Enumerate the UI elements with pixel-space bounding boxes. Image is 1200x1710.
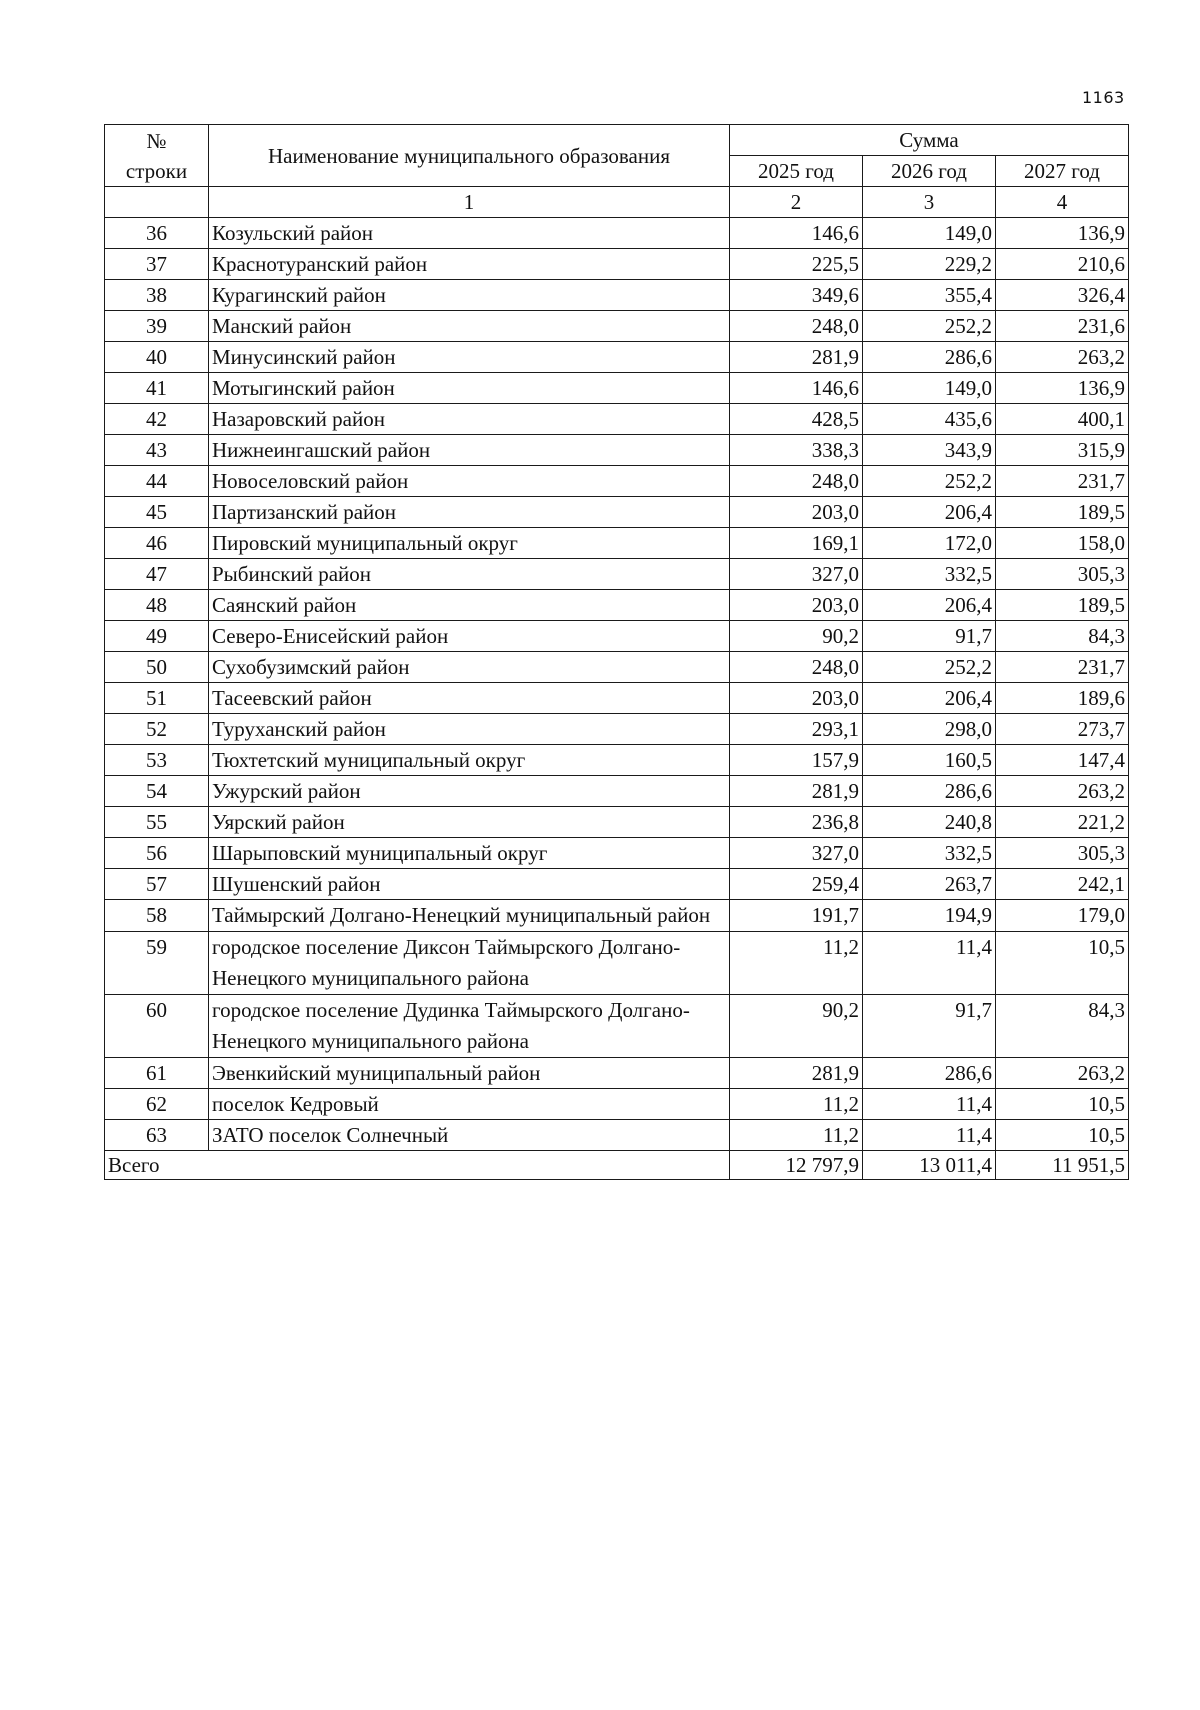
header-year-2026: 2026 год (863, 156, 996, 187)
table-row (105, 683, 1129, 714)
row-value-2026: 194,9 (863, 900, 996, 932)
table-row (105, 497, 1129, 528)
row-value-2027: 231,6 (996, 311, 1129, 342)
table-row (105, 995, 1129, 1058)
row-value-2026: 160,5 (863, 745, 996, 776)
row-value-2027: 136,9 (996, 218, 1129, 249)
row-value-2025: 203,0 (730, 590, 863, 621)
row-value-2026: 11,4 (863, 1120, 996, 1151)
row-value-2026: 229,2 (863, 249, 996, 280)
table-row (105, 621, 1129, 652)
table-row (105, 1120, 1129, 1151)
column-number-1: 1 (209, 187, 730, 218)
row-value-2025: 428,5 (730, 404, 863, 435)
row-number: 47 (105, 559, 209, 590)
row-value-2026: 332,5 (863, 838, 996, 869)
row-number: 51 (105, 683, 209, 714)
table-footer (105, 1151, 1129, 1180)
row-value-2027: 221,2 (996, 807, 1129, 838)
budget-table (104, 124, 1129, 1180)
row-number: 40 (105, 342, 209, 373)
table-row (105, 528, 1129, 559)
header-sum: Сумма (730, 125, 1129, 156)
page-number: 1163 (1082, 88, 1125, 107)
row-value-2027: 242,1 (996, 869, 1129, 900)
table-row (105, 900, 1129, 932)
row-value-2025: 225,5 (730, 249, 863, 280)
row-value-2025: 146,6 (730, 218, 863, 249)
row-value-2026: 286,6 (863, 1058, 996, 1089)
row-value-2025: 236,8 (730, 807, 863, 838)
row-value-2025: 11,2 (730, 1120, 863, 1151)
row-municipality-name: Шушенский район (209, 869, 730, 900)
row-value-2027: 263,2 (996, 776, 1129, 807)
row-municipality-name: Ужурский район (209, 776, 730, 807)
row-value-2025: 90,2 (730, 995, 863, 1058)
column-number-3: 3 (863, 187, 996, 218)
row-value-2027: 231,7 (996, 466, 1129, 497)
row-number: 46 (105, 528, 209, 559)
row-value-2027: 305,3 (996, 838, 1129, 869)
table-row (105, 1089, 1129, 1120)
row-value-2027: 189,5 (996, 497, 1129, 528)
total-label: Всего (105, 1151, 730, 1180)
table-row (105, 559, 1129, 590)
row-municipality-name: Назаровский район (209, 404, 730, 435)
header-row-number (105, 125, 209, 187)
row-value-2026: 252,2 (863, 311, 996, 342)
table-row (105, 776, 1129, 807)
row-value-2025: 281,9 (730, 776, 863, 807)
row-number: 38 (105, 280, 209, 311)
row-value-2027: 179,0 (996, 900, 1129, 932)
row-municipality-name: ЗАТО поселок Солнечный (209, 1120, 730, 1151)
row-number: 63 (105, 1120, 209, 1151)
row-number: 50 (105, 652, 209, 683)
table-row (105, 745, 1129, 776)
row-number: 45 (105, 497, 209, 528)
row-value-2025: 248,0 (730, 466, 863, 497)
row-value-2027: 84,3 (996, 995, 1129, 1058)
row-number: 49 (105, 621, 209, 652)
table-row (105, 373, 1129, 404)
row-municipality-name: Сухобузимский район (209, 652, 730, 683)
row-municipality-name: Пировский муниципальный округ (209, 528, 730, 559)
row-number: 56 (105, 838, 209, 869)
row-value-2026: 332,5 (863, 559, 996, 590)
total-2025: 12 797,9 (730, 1151, 863, 1180)
table-row (105, 280, 1129, 311)
row-municipality-name: Нижнеингашский район (209, 435, 730, 466)
row-value-2025: 203,0 (730, 683, 863, 714)
row-value-2025: 248,0 (730, 652, 863, 683)
row-number: 53 (105, 745, 209, 776)
row-value-2027: 84,3 (996, 621, 1129, 652)
row-value-2026: 286,6 (863, 776, 996, 807)
row-value-2025: 248,0 (730, 311, 863, 342)
row-municipality-name: Таймырский Долгано-Ненецкий муниципальный район (209, 900, 730, 932)
row-number: 57 (105, 869, 209, 900)
row-municipality-name: Манский район (209, 311, 730, 342)
row-value-2026: 286,6 (863, 342, 996, 373)
row-value-2027: 315,9 (996, 435, 1129, 466)
row-municipality-name: Партизанский район (209, 497, 730, 528)
row-value-2025: 281,9 (730, 1058, 863, 1089)
row-number: 58 (105, 900, 209, 932)
row-municipality-name: Курагинский район (209, 280, 730, 311)
table-row (105, 404, 1129, 435)
table-row (105, 218, 1129, 249)
row-municipality-name: Эвенкийский муниципальный район (209, 1058, 730, 1089)
row-value-2026: 263,7 (863, 869, 996, 900)
header-row-number-line2: строки (125, 158, 188, 183)
row-number: 54 (105, 776, 209, 807)
table-row (105, 435, 1129, 466)
column-number-4: 4 (996, 187, 1129, 218)
row-number: 59 (105, 932, 209, 995)
header-year-2025: 2025 год (730, 156, 863, 187)
table-header (105, 125, 1129, 218)
row-value-2025: 11,2 (730, 1089, 863, 1120)
row-value-2027: 147,4 (996, 745, 1129, 776)
table-row (105, 932, 1129, 995)
row-municipality-name: Козульский район (209, 218, 730, 249)
row-value-2025: 191,7 (730, 900, 863, 932)
row-value-2026: 149,0 (863, 218, 996, 249)
row-number: 55 (105, 807, 209, 838)
row-value-2026: 11,4 (863, 932, 996, 995)
table-row (105, 311, 1129, 342)
row-number: 39 (105, 311, 209, 342)
table-body (105, 218, 1129, 1151)
row-value-2025: 259,4 (730, 869, 863, 900)
row-number: 61 (105, 1058, 209, 1089)
row-value-2026: 355,4 (863, 280, 996, 311)
row-municipality-name: городское поселение Диксон Таймырского Долгано-Ненецкого муниципального района (209, 932, 730, 995)
row-number: 43 (105, 435, 209, 466)
row-number: 52 (105, 714, 209, 745)
row-value-2026: 149,0 (863, 373, 996, 404)
column-number-2: 2 (730, 187, 863, 218)
row-value-2026: 206,4 (863, 683, 996, 714)
row-number: 41 (105, 373, 209, 404)
row-value-2027: 10,5 (996, 932, 1129, 995)
row-value-2025: 11,2 (730, 932, 863, 995)
total-2027: 11 951,5 (996, 1151, 1129, 1180)
row-municipality-name: Мотыгинский район (209, 373, 730, 404)
row-value-2026: 252,2 (863, 466, 996, 497)
row-value-2026: 172,0 (863, 528, 996, 559)
row-municipality-name: поселок Кедровый (209, 1089, 730, 1120)
row-municipality-name: Уярский район (209, 807, 730, 838)
row-value-2027: 305,3 (996, 559, 1129, 590)
row-value-2026: 435,6 (863, 404, 996, 435)
total-row (105, 1151, 1129, 1180)
row-value-2025: 349,6 (730, 280, 863, 311)
row-value-2026: 298,0 (863, 714, 996, 745)
row-number: 42 (105, 404, 209, 435)
row-value-2027: 326,4 (996, 280, 1129, 311)
row-number: 60 (105, 995, 209, 1058)
row-value-2025: 90,2 (730, 621, 863, 652)
row-value-2027: 231,7 (996, 652, 1129, 683)
row-value-2027: 263,2 (996, 342, 1129, 373)
row-municipality-name: Тасеевский район (209, 683, 730, 714)
row-value-2027: 263,2 (996, 1058, 1129, 1089)
row-municipality-name: Новоселовский район (209, 466, 730, 497)
total-2026: 13 011,4 (863, 1151, 996, 1180)
table-row (105, 466, 1129, 497)
row-value-2027: 10,5 (996, 1089, 1129, 1120)
row-municipality-name: Северо-Енисейский район (209, 621, 730, 652)
table-row (105, 869, 1129, 900)
row-number: 37 (105, 249, 209, 280)
table-row (105, 342, 1129, 373)
column-number-blank (105, 187, 209, 218)
row-number: 48 (105, 590, 209, 621)
row-number: 62 (105, 1089, 209, 1120)
table-row (105, 1058, 1129, 1089)
row-value-2025: 203,0 (730, 497, 863, 528)
row-value-2026: 343,9 (863, 435, 996, 466)
row-value-2026: 11,4 (863, 1089, 996, 1120)
row-value-2025: 338,3 (730, 435, 863, 466)
row-value-2027: 273,7 (996, 714, 1129, 745)
column-numbers-row (105, 187, 1129, 218)
row-value-2025: 157,9 (730, 745, 863, 776)
header-row (105, 125, 1129, 156)
row-municipality-name: Краснотуранский район (209, 249, 730, 280)
row-value-2027: 189,6 (996, 683, 1129, 714)
table-row (105, 714, 1129, 745)
header-municipality-name: Наименование муниципального образования (209, 125, 730, 187)
row-municipality-name: Туруханский район (209, 714, 730, 745)
row-value-2026: 91,7 (863, 621, 996, 652)
table-row (105, 590, 1129, 621)
header-row-number-line1: № (146, 128, 167, 153)
row-value-2025: 327,0 (730, 559, 863, 590)
row-value-2025: 169,1 (730, 528, 863, 559)
row-municipality-name: Минусинский район (209, 342, 730, 373)
row-value-2027: 189,5 (996, 590, 1129, 621)
table-row (105, 652, 1129, 683)
row-municipality-name: Шарыповский муниципальный округ (209, 838, 730, 869)
row-value-2026: 91,7 (863, 995, 996, 1058)
row-value-2027: 10,5 (996, 1120, 1129, 1151)
row-municipality-name: городское поселение Дудинка Таймырского Долгано-Ненецкого муниципального района (209, 995, 730, 1058)
row-municipality-name: Тюхтетский муниципальный округ (209, 745, 730, 776)
row-value-2027: 158,0 (996, 528, 1129, 559)
table-row (105, 249, 1129, 280)
row-value-2027: 136,9 (996, 373, 1129, 404)
row-value-2026: 240,8 (863, 807, 996, 838)
row-value-2025: 146,6 (730, 373, 863, 404)
row-value-2027: 210,6 (996, 249, 1129, 280)
row-number: 36 (105, 218, 209, 249)
row-value-2026: 252,2 (863, 652, 996, 683)
row-value-2027: 400,1 (996, 404, 1129, 435)
row-municipality-name: Саянский район (209, 590, 730, 621)
table-row (105, 838, 1129, 869)
row-number: 44 (105, 466, 209, 497)
row-value-2025: 281,9 (730, 342, 863, 373)
table-row (105, 807, 1129, 838)
row-value-2026: 206,4 (863, 590, 996, 621)
row-value-2026: 206,4 (863, 497, 996, 528)
row-value-2025: 327,0 (730, 838, 863, 869)
row-value-2025: 293,1 (730, 714, 863, 745)
row-municipality-name: Рыбинский район (209, 559, 730, 590)
header-year-2027: 2027 год (996, 156, 1129, 187)
